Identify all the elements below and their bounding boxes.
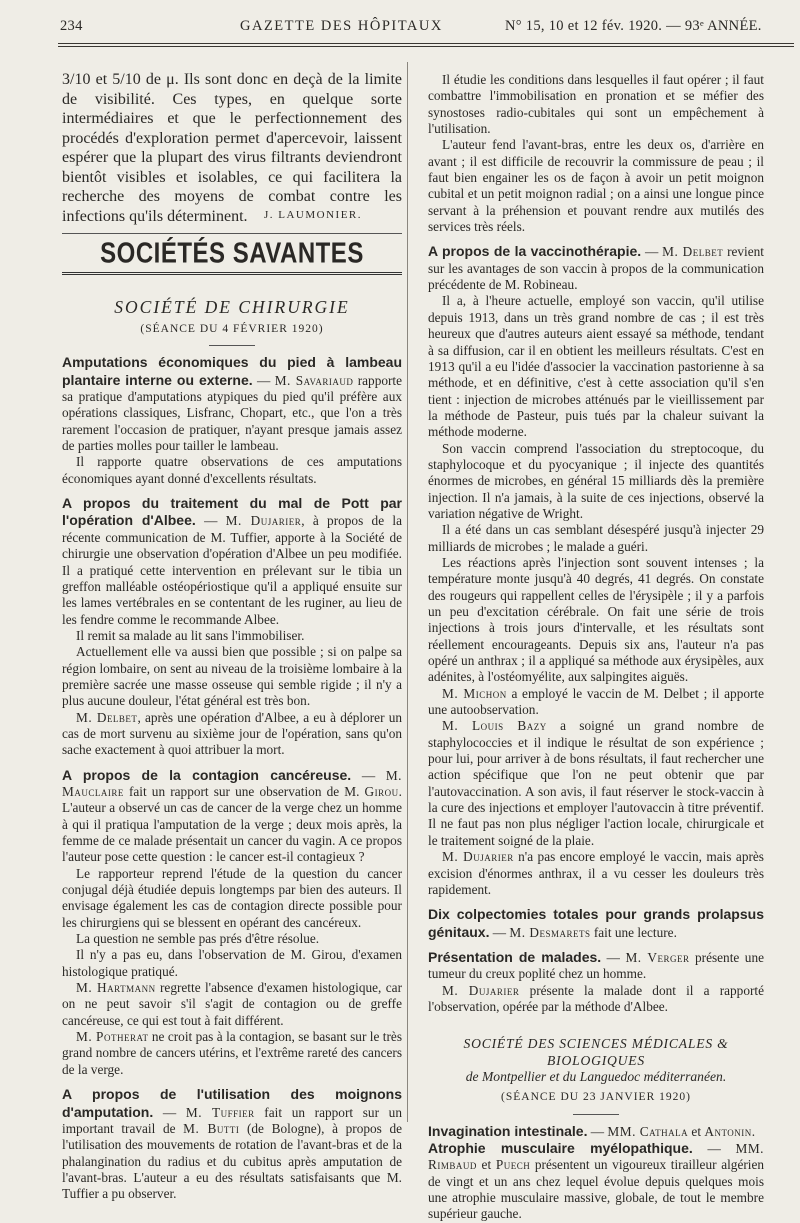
- paragraph: M. Louis Bazy a soigné un grand nombre de staphylococcies et il indique le résultat de son expérience ; pour lui, pour arriver à de bons résultats, il faut rechercher une action spécifique que l'on ne peut obtenir que par l'autovaccination. A son avis, il faut réserver le stock-vaccin à la cure des injections et employer l'autovaccin à titre préventif. Il ne faut pas non plus négliger l'action locale, chirurgicale et le traitement soigné de la plaie.: [428, 718, 764, 848]
- right-column: [428, 72, 764, 1223]
- column-divider: [407, 62, 408, 1122]
- author: M. Tuffier: [185, 1104, 255, 1120]
- article-title: Amputations économiques du pied à lambeau plantaire interne ou externe.: [62, 354, 402, 388]
- article-title: A propos de la vaccinothérapie.: [428, 243, 642, 260]
- journal-title: GAZETTE DES HÔPITAUX: [240, 18, 443, 34]
- paragraph: La question ne semble pas prés d'être résolue.: [76, 931, 320, 947]
- article-colpectomies: Dix colpectomies totales pour grands prolapsus génitaux. — M. Desmarets fait une lecture.: [428, 906, 764, 940]
- paragraph: Actuellement elle va aussi bien que possible ; si on palpe sa région lombaire, on sent au niveau de la troisième lombaire à la première sacrée une masse osseuse qui semble rigide ; il n'y a plus aucune douleur, l'état général est très bon.: [62, 644, 402, 709]
- article-invagination: Invagination intestinale. — MM. Cathala et Antonin.: [428, 1122, 756, 1139]
- intro-signature: J. LAUMONIER.: [263, 209, 362, 221]
- article-amputations: Amputations économiques du pied à lambeau plantaire interne ou externe. — M. Savariaud rapporte sa pratique d'amputations atypiques du pied qu'il préfère aux opérations classiques, Lisfranc, Chopart, etc., que l'on a très rarement l'occasion de pratiquer, n'ayant presque jamais assez de parties molles pour tailler le lambeau.: [62, 354, 403, 454]
- short-rule: [209, 345, 255, 346]
- author: M. Desmarets: [509, 924, 591, 940]
- session-date-right: (SÉANCE DU 23 JANVIER 1920): [501, 1091, 691, 1104]
- paragraph: M. Dujarier n'a pas encore employé le vaccin, mais après excision d'énormes anthrax, il a vu cesser les douleurs très rapidement.: [428, 849, 764, 897]
- author: M. Dujarier: [225, 513, 302, 529]
- article-title: Dix colpectomies totales pour grands prolapsus génitaux.: [428, 906, 764, 940]
- header-rule-bottom: [58, 46, 794, 47]
- article-presentation: Présentation de malades. — M. Verger présente une tumeur du creux poplité chez un homme.: [428, 948, 764, 982]
- paragraph: Son vaccin comprend l'association du streptocoque, du staphylocoque et du pyocyanique ; il injecte des quantités énormes de microbes, en général 15 milliards dès la première injection. Il n'a jamais, à la suite de ces injections, observé la variation négative de Wright.: [428, 440, 764, 521]
- paragraph: Il remit sa malade au lit sans l'immobiliser.: [76, 627, 305, 643]
- section-rule: [62, 233, 402, 234]
- banner-rule: [62, 272, 402, 275]
- header-rule-top: [58, 43, 794, 44]
- session-date: (SÉANCE DU 4 FÉVRIER 1920): [140, 323, 324, 336]
- paragraph: Il a, à l'heure actuelle, employé son vaccin, qu'il utilise depuis 1913, dans un très grand nombre de cas ; il est très heureux que d'autres auteurs aient essayé sa méthode, tendant à sa diffusion, car il en obtient les meilleurs résultats. C'est en 1913 qu'il a eu l'idée d'associer la vaccination pastorienne à sa méthode, et en définitive, c'est à cette association qu'il s'en tient : injection de microbes atténués par le vieillissement par la méthode de Pasteur, puis tués par la chaleur suivant la méthode moderne.: [428, 293, 764, 440]
- society-title-right: SOCIÉTÉ DES SCIENCES MÉDICALES & BIOLOGIQUES: [463, 1036, 729, 1068]
- intro-paragraph: 3/10 et 5/10 de μ. Ils sont donc en deçà de la limite de visibilité. Ces types, en quelque sorte intermédiaires et que le perfectionnement des procédés d'exploration permet d'apercevoir, laissent espérer que la plupart des virus filtrants deviendront bientôt visibles et isolables, ce qui facilitera la recherche des moyens de combat contre les infections qu'ils déterminent.: [62, 71, 402, 225]
- paragraph: L'auteur fend l'avant-bras, entre les deux os, d'arrière en avant ; il est difficile de recouvrir la commissure de peau ; il faut bien engainer les os de façon à avoir un petit moignon cubital et un petit moignon radial ; on a ainsi une longue pince servant à la préhension et pouvant rendre aux mutilés des services très réels.: [428, 137, 764, 235]
- society-subtitle: de Montpellier et du Languedoc méditerranéen.: [465, 1068, 727, 1084]
- short-rule: [573, 1114, 619, 1115]
- article-title: A propos de la contagion cancéreuse.: [62, 766, 352, 783]
- paragraph: Il a été dans un cas semblant désespéré jusqu'à injecter 29 milliards de microbes ; le malade a guéri.: [428, 522, 764, 554]
- author: M. Delbet: [662, 244, 724, 260]
- left-column: [62, 70, 402, 1203]
- page-number: 234: [60, 18, 83, 34]
- article-vaccinotherapie: A propos de la vaccinothérapie. — M. Delbet revient sur les avantages de son vaccin à propos de la communication précédente de M. Robineau.: [428, 243, 764, 293]
- article-title: Invagination intestinale.: [428, 1122, 588, 1139]
- article-title: Présentation de malades.: [428, 948, 602, 965]
- paragraph: M. Dujarier présente la malade dont il a rapporté l'observation, opérée par la méthode d'Albee.: [428, 982, 764, 1014]
- issue-info: N° 15, 10 et 12 fév. 1920. — 93ᵉ ANNÉE.: [505, 18, 762, 34]
- author: M. Mauclaire: [62, 767, 402, 799]
- author: M. Verger: [625, 949, 690, 965]
- society-title: SOCIÉTÉ DE CHIRURGIE: [114, 296, 350, 317]
- paragraph: Il rapporte quatre observations de ces amputations économiques ayant donné d'excellents résultats.: [62, 454, 402, 486]
- paragraph: Il n'y a pas eu, dans l'observation de M. Girou, d'examen histologique pratiqué.: [62, 947, 402, 979]
- paragraph: M. Delbet, après une opération d'Albee, a eu à déplorer un cas de mort survenu au sixième jour de l'opération, sans qu'on sache exactement à quoi attribuer la mort.: [62, 709, 402, 758]
- paragraph: M. Potherat ne croit pas à la contagion, se basant sur le très grand nombre de cancers utérins, et l'extrême rareté des cancers de la verge.: [62, 1029, 402, 1077]
- banner-title: SOCIÉTÉS SAVANTES: [100, 237, 364, 270]
- article-contagion: A propos de la contagion cancéreuse. — M. Mauclaire fait un rapport sur une observation de M. Girou. L'auteur a observé un cas de cancer de la verge chez un homme à qui il pratiqua l'amputation de la verge ; deux mois après, la femme de ce malade présentait un cancer du vagin. A ce propos l'auteur pose cette question : le cancer est-il contagieux ?: [62, 766, 402, 865]
- paragraph: M. Michon a employé le vaccin de M. Delbet ; il apporte une autoobservation.: [428, 685, 765, 718]
- article-title: A propos de l'utilisation des moignons d'amputation.: [62, 1086, 402, 1120]
- article-title: Atrophie musculaire myélopathique.: [428, 1139, 693, 1156]
- author: M. Savariaud: [274, 372, 354, 388]
- paragraph: Le rapporteur reprend l'étude de la question du cancer conjugal déjà étudiée depuis longtemps par bien des auteurs. Il envisage également les cas de contagion directe possible pour les chirurgiens qui se blessent en opérant des cancéreux.: [62, 865, 402, 930]
- article-atrophie: Atrophie musculaire myélopathique. — MM. Rimbaud et Puech présentent un vigoureux tirailleur algérien de vingt et un ans chez lequel évolue depuis quelques mois une atrophie musculaire massive, globale, de tout le membre supérieur gauche.: [428, 1139, 765, 1222]
- article-moignons: A propos de l'utilisation des moignons d'amputation. — M. Tuffier fait un rapport sur un important travail de M. Butti (de Bologne), à propos de l'utilisation des mouvements de rotation de l'avant-bras et de la phalangination du radius et du cubitus après amputation de l'avant-bras. L'auteur a eu des résultats satisfaisants que M. Tuffier a pu observer.: [62, 1086, 403, 1202]
- paragraph: Il étudie les conditions dans lesquelles il faut opérer ; il faut combattre l'immobilisation en pronation et se méfier des synostoses radio-cubitales qui sont un empêchement à l'utilisation.: [428, 72, 764, 137]
- article-mal-de-pott: A propos du traitement du mal de Pott par l'opération d'Albee. — M. Dujarier, à propos de la récente communication de M. Tuffier, apporte à la Société de chirurgie une observation d'opération d'Albee un peu modifiée. Il a pratiqué cette intervention en prélevant sur le tibia un greffon malléable ostéopériostique qu'il a appliqué ensuite sur les lames vertébrales en se contentant de les ruginer, au lieu de les fendre comme le recommande Albee.: [62, 495, 402, 627]
- article-title: A propos du traitement du mal de Pott par l'opération d'Albee.: [62, 495, 402, 529]
- paragraph: M. Hartmann regrette l'absence d'examen histologique, car on ne peut savoir s'il s'agit de contagion ou de greffe cancéreuse, ce qui est tout à fait différent.: [62, 980, 402, 1028]
- paragraph: Les réactions après l'injection sont souvent intenses ; la température monte jusqu'à 40 degrés, 41 degrés. On constate des rougeurs qui rappellent celles de l'érysipèle ; il y a parfois un peu d'excitation cérébrale. On fait une série de trois injections à trois jours d'intervalle, et les résultats sont réellement encourageants. Depuis six ans, l'auteur n'a pas opéré un anthrax ; il a appliqué sa méthode aux érysipèles, aux adénites, à l'ostéomyélite, aux salpingites aiguës.: [428, 554, 764, 685]
